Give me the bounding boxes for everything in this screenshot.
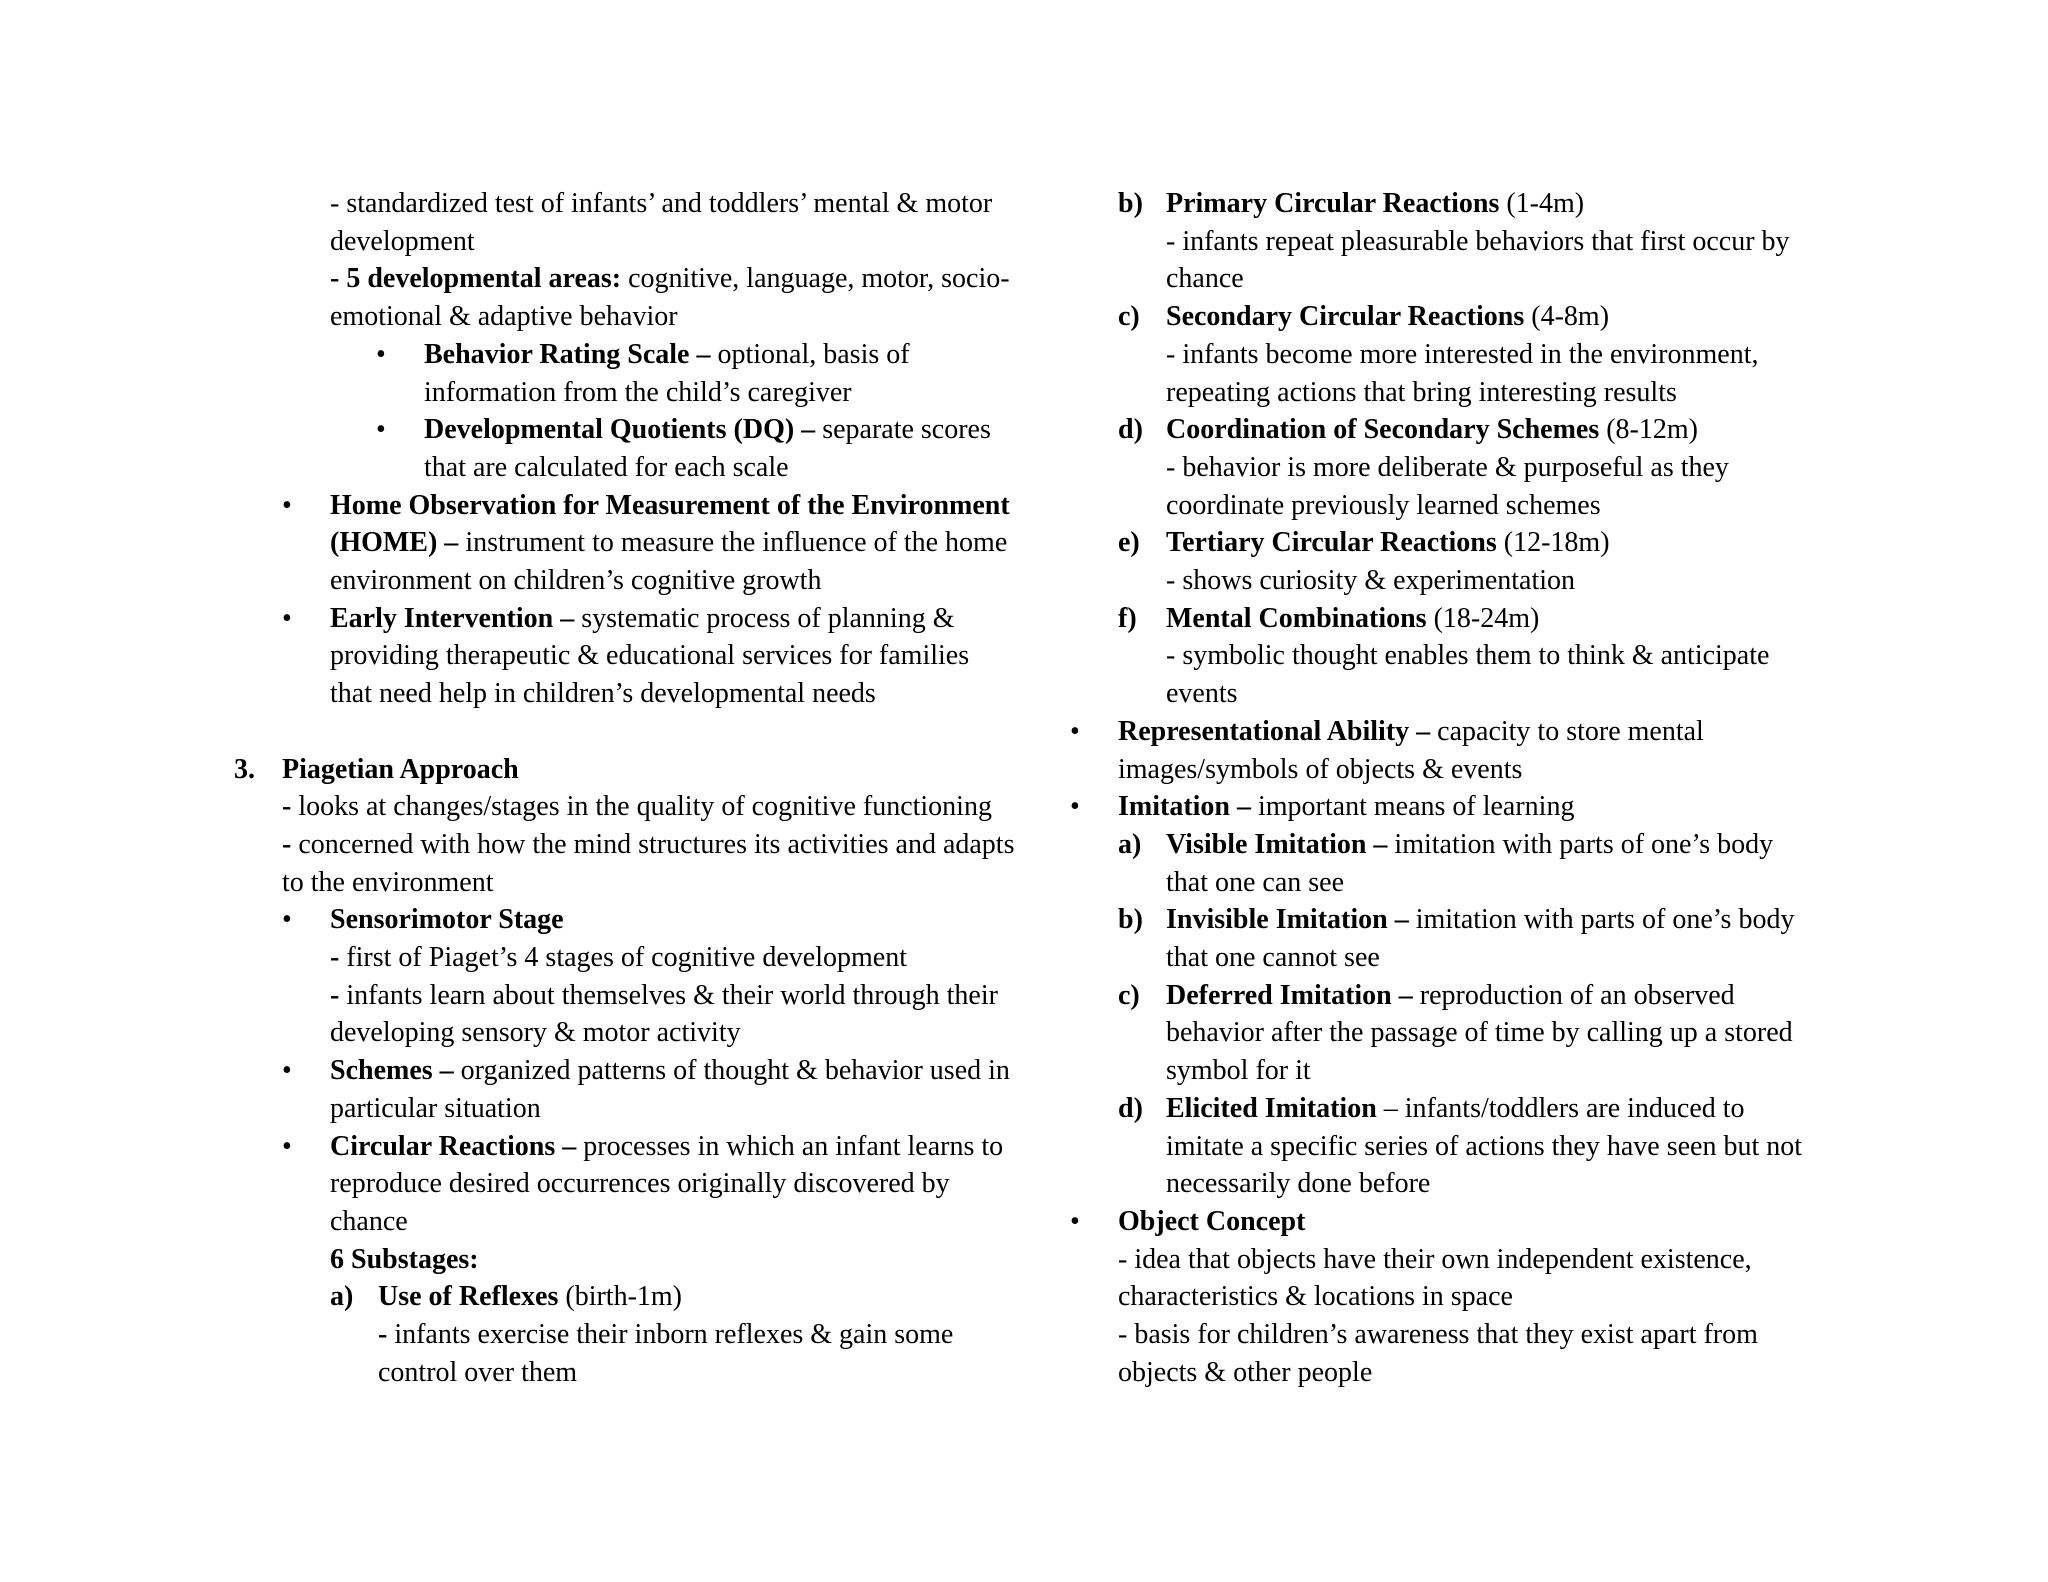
age-range: (18-24m) — [1426, 602, 1540, 634]
bullet-icon: • — [1070, 791, 1080, 823]
text-line: chance — [1166, 263, 1244, 295]
term: Elicited Imitation — [1166, 1092, 1377, 1124]
term: (HOME) – — [330, 527, 459, 559]
list-marker: b) — [1118, 188, 1143, 219]
imitation-item — [1118, 977, 1938, 1090]
text-line: events — [1166, 678, 1238, 710]
term: Secondary Circular Reactions — [1166, 301, 1525, 333]
text-line: behavior after the passage of time by calling up a stored — [1166, 1017, 1793, 1049]
text-line — [282, 826, 1052, 864]
text-line — [330, 260, 1052, 298]
age-range: (4-8m) — [1524, 301, 1610, 333]
text-line: repeating actions that bring interesting results — [1166, 376, 1677, 408]
list-marker: a) — [330, 1281, 354, 1313]
text-line: reproduce desired occurrences originally discovered by — [330, 1168, 950, 1200]
text-line: emotional & adaptive behavior — [330, 301, 678, 333]
age-range: (1-4m) — [1499, 188, 1585, 219]
term: Tertiary Circular Reactions — [1166, 527, 1497, 559]
age-range: (birth-1m) — [558, 1281, 683, 1313]
text-line: that are calculated for each scale — [424, 451, 789, 483]
text-line: imitate a specific series of actions they have seen but not — [1166, 1130, 1803, 1162]
text-line: necessarily done before — [1166, 1168, 1431, 1200]
text-line: - standardized test of infants’ and toddlers’ mental & motor — [330, 188, 993, 219]
term: Representational Ability – — [1118, 715, 1431, 747]
text-line — [1118, 788, 1938, 826]
text-line — [1166, 1090, 1938, 1128]
list-item — [1070, 1203, 1938, 1392]
text-line: developing sensory & motor activity — [330, 1017, 741, 1049]
list-marker: f) — [1118, 602, 1137, 634]
bullet-icon: • — [376, 414, 386, 446]
bayley-description — [232, 185, 1052, 336]
list-item — [232, 1128, 1052, 1279]
definition: capacity to store mental — [1430, 715, 1704, 747]
text-line — [1166, 600, 1938, 638]
definition: concerned with how the mind structures its activities and adapts — [291, 828, 1015, 860]
list-item — [232, 411, 1052, 486]
text-line: to the environment — [282, 866, 494, 898]
text-line: - shows curiosity & experimentation — [1166, 565, 1576, 597]
bullet-icon: • — [376, 338, 386, 370]
definition: organized patterns of thought & behavior used in — [453, 1055, 1010, 1087]
text-line — [330, 939, 1052, 977]
definition: imitation with parts of one’s body — [1408, 904, 1795, 936]
term: Sensorimotor Stage — [330, 904, 564, 936]
text-line: that one cannot see — [1166, 942, 1380, 974]
dash: - — [282, 791, 292, 823]
list-marker: c) — [1118, 301, 1140, 333]
text-line — [1166, 185, 1938, 223]
dash: - — [282, 828, 292, 860]
text-line — [1166, 977, 1938, 1015]
text-line — [1166, 411, 1938, 449]
imitation-item — [1118, 901, 1938, 976]
text-line: chance — [330, 1205, 408, 1237]
substage-item — [1118, 524, 1938, 599]
age-range: (8-12m) — [1599, 414, 1698, 446]
text-line: development — [330, 225, 475, 257]
term: Developmental Quotients (DQ) – — [424, 414, 816, 446]
spacer — [232, 713, 1052, 751]
text-line: objects & other people — [1118, 1356, 1373, 1388]
text-line: - infants repeat pleasurable behaviors that first occur by — [1166, 225, 1790, 257]
section-piagetian — [232, 751, 1052, 902]
text-line: - idea that objects have their own independent existence, — [1118, 1243, 1752, 1275]
term: Coordination of Secondary Schemes — [1166, 414, 1600, 446]
definition: reproduction of an observed — [1412, 979, 1735, 1011]
list-marker: e) — [1118, 527, 1140, 559]
definition: – infants/toddlers are induced to — [1376, 1092, 1745, 1124]
definition: cognitive, language, motor, socio- — [621, 263, 1010, 295]
text-line — [330, 524, 1052, 562]
text-line: symbol for it — [1166, 1055, 1311, 1087]
section-heading: Piagetian Approach — [282, 753, 519, 785]
dash: - — [330, 942, 340, 974]
term: Invisible Imitation – — [1166, 904, 1409, 936]
text-line: - behavior is more deliberate & purposeful as they — [1166, 451, 1729, 483]
definition: processes in which an infant learns to — [576, 1130, 1004, 1162]
term: Home Observation for Measurement of the Environment — [330, 489, 1010, 521]
list-item — [232, 336, 1052, 411]
bullet-icon: • — [282, 904, 292, 936]
dash: - — [330, 979, 340, 1011]
substage-item — [1118, 185, 1938, 298]
bullet-icon: • — [282, 602, 292, 634]
bullet-icon: • — [282, 1130, 292, 1162]
section-number: 3. — [234, 753, 255, 785]
term: Mental Combinations — [1166, 602, 1427, 634]
list-marker: d) — [1118, 1092, 1143, 1124]
term: - 5 developmental areas: — [330, 263, 622, 295]
imitation-item — [1118, 826, 1938, 901]
list-item — [232, 487, 1052, 600]
list-item — [232, 600, 1052, 713]
list-marker: b) — [1118, 904, 1143, 936]
text-line: that one can see — [1166, 866, 1345, 898]
definition: looks at changes/stages in the quality of cognitive functioning — [291, 791, 992, 823]
text-line: information from the child’s caregiver — [424, 376, 852, 408]
term: Imitation – — [1118, 791, 1251, 823]
list-marker: a) — [1118, 828, 1142, 860]
term: Object Concept — [1118, 1205, 1306, 1237]
definition: infants learn about themselves & their world through their — [339, 979, 998, 1011]
list-item — [232, 901, 1052, 1052]
term: Circular Reactions – — [330, 1130, 577, 1162]
text-line — [424, 411, 1052, 449]
text-line — [282, 788, 1052, 826]
substage-item — [1118, 411, 1938, 524]
substage-item — [1118, 600, 1938, 713]
bullet-icon: • — [1070, 1205, 1080, 1237]
term: Visible Imitation – — [1166, 828, 1388, 860]
definition: important means of learning — [1251, 791, 1575, 823]
text-line: characteristics & locations in space — [1118, 1281, 1513, 1313]
list-marker: d) — [1118, 414, 1143, 446]
substage-item — [232, 1278, 1052, 1391]
text-line — [424, 336, 1052, 374]
text-line — [330, 977, 1052, 1015]
list-item — [232, 1052, 1052, 1127]
definition: systematic process of planning & — [574, 602, 955, 634]
text-line — [1166, 826, 1938, 864]
left-column — [232, 185, 1052, 1391]
text-line: particular situation — [330, 1092, 541, 1124]
text-line: - basis for children’s awareness that they exist apart from — [1118, 1319, 1758, 1351]
text-line: providing therapeutic & educational services for families — [330, 640, 970, 672]
text-line: control over them — [378, 1356, 578, 1388]
term: Deferred Imitation – — [1166, 979, 1413, 1011]
definition: infants exercise their inborn reflexes & gain some — [387, 1319, 954, 1351]
list-marker: c) — [1118, 979, 1140, 1011]
definition: first of Piaget’s 4 stages of cognitive development — [339, 942, 907, 974]
text-line — [1166, 524, 1938, 562]
text-line — [330, 1052, 1052, 1090]
definition: imitation with parts of one’s body — [1387, 828, 1774, 860]
text-line: images/symbols of objects & events — [1118, 753, 1523, 785]
text-line — [330, 1128, 1052, 1166]
term: Primary Circular Reactions — [1166, 188, 1500, 219]
text-line — [330, 600, 1052, 638]
term: Use of Reflexes — [378, 1281, 559, 1313]
definition: optional, basis of — [710, 338, 910, 370]
text-line: coordinate previously learned schemes — [1166, 489, 1601, 521]
dash: - — [378, 1319, 388, 1351]
bullet-icon: • — [282, 1055, 292, 1087]
definition: instrument to measure the influence of the home — [458, 527, 1008, 559]
list-item — [1070, 713, 1938, 788]
text-line — [378, 1278, 1052, 1316]
list-item — [1070, 788, 1938, 826]
term: Behavior Rating Scale – — [424, 338, 711, 370]
text-line: environment on children’s cognitive growth — [330, 565, 822, 597]
substage-item — [1118, 298, 1938, 411]
bullet-icon: • — [1070, 715, 1080, 747]
text-line — [1166, 901, 1938, 939]
term: Schemes – — [330, 1055, 454, 1087]
imitation-item — [1118, 1090, 1938, 1203]
subheading: 6 Substages: — [330, 1243, 479, 1275]
definition: separate scores — [815, 414, 991, 446]
right-column — [1070, 185, 1938, 1392]
text-line — [378, 1316, 1052, 1354]
text-line: - symbolic thought enables them to think & anticipate — [1166, 640, 1770, 672]
age-range: (12-18m) — [1496, 527, 1610, 559]
text-line — [1118, 713, 1938, 751]
term: Early Intervention – — [330, 602, 575, 634]
text-line — [1166, 298, 1938, 336]
text-line: that need help in children’s developmental needs — [330, 678, 876, 710]
bullet-icon: • — [282, 489, 292, 521]
text-line: - infants become more interested in the environment, — [1166, 338, 1759, 370]
